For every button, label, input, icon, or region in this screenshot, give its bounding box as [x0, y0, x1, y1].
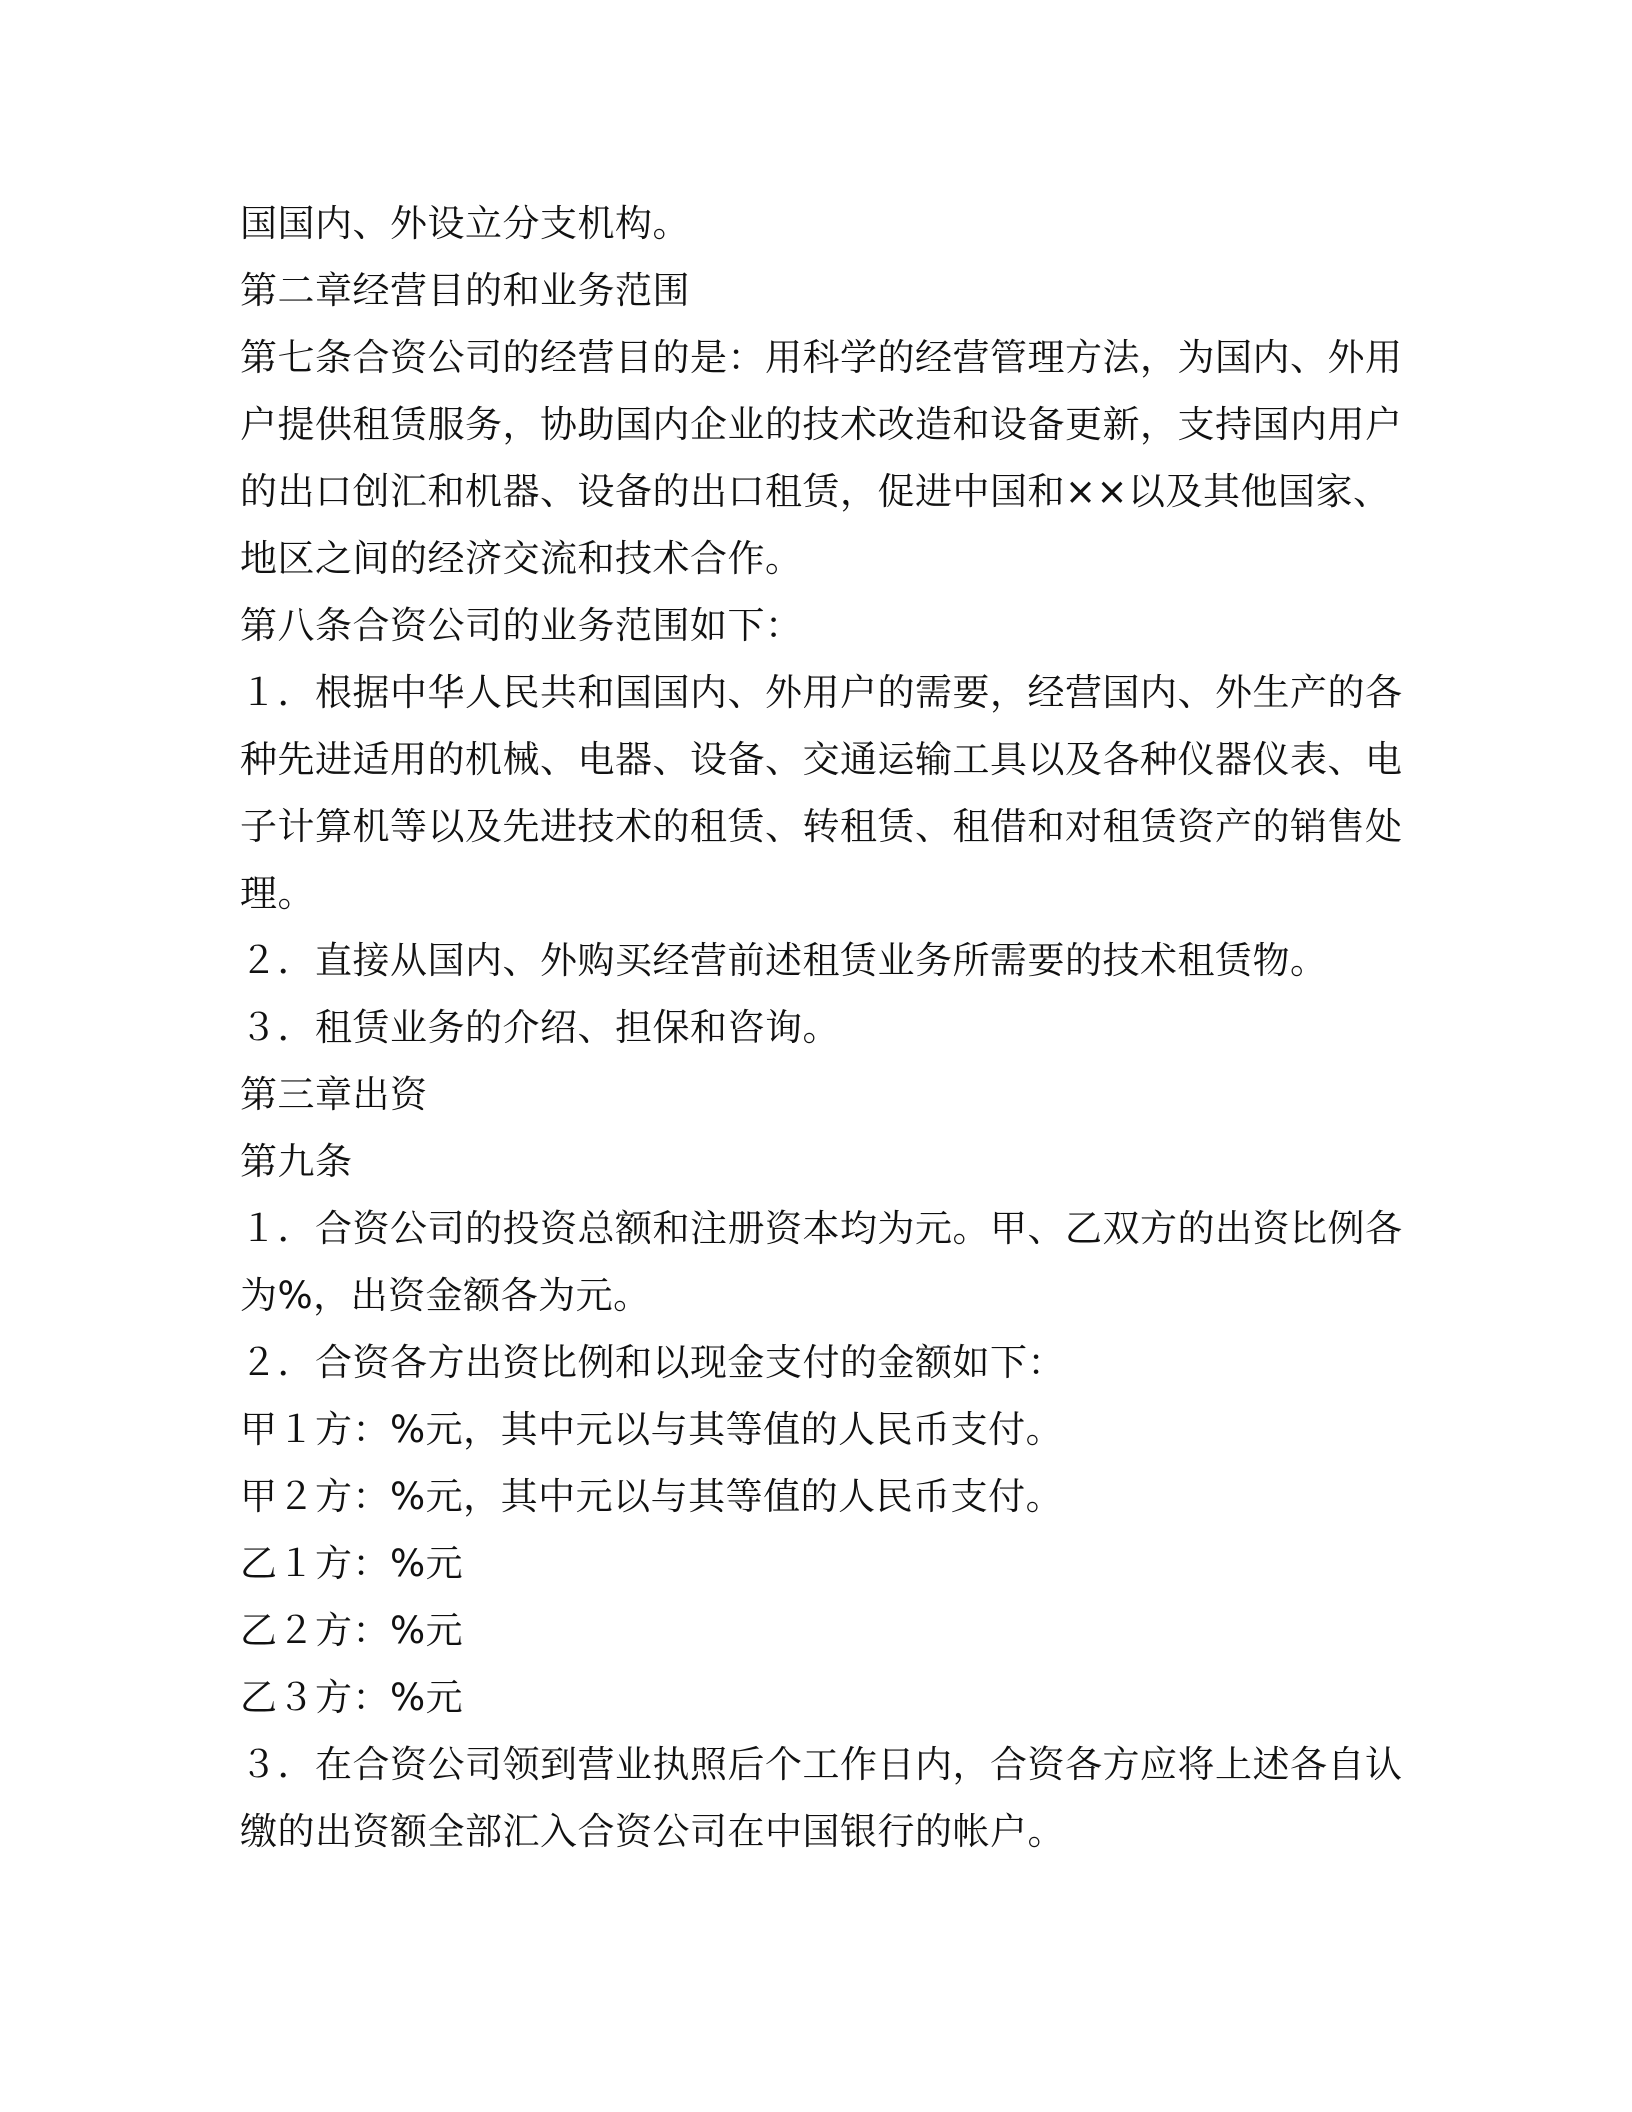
document-body — [240, 190, 1403, 1865]
article-heading: 第九条 — [240, 1140, 353, 1183]
text-line: 为%，出资金额各为元。 — [240, 1274, 651, 1317]
text-line: 户提供租赁服务，协助国内企业的技术改造和设备更新，支持国内用户 — [240, 403, 1403, 446]
text-line: ３．租赁业务的介绍、担保和咨询。 — [240, 1006, 840, 1049]
text-line: １．根据中华人民共和国国内、外用户的需要，经营国内、外生产的各 — [240, 671, 1403, 714]
text-line: 乙１方：%元 — [240, 1542, 464, 1585]
text-line: 缴的出资额全部汇入合资公司在中国银行的帐户。 — [240, 1810, 1065, 1853]
text-line: 第八条合资公司的业务范围如下： — [240, 604, 803, 647]
chapter-heading: 第三章出资 — [240, 1073, 428, 1116]
text-line: 甲１方：%元，其中元以与其等值的人民币支付。 — [240, 1408, 1064, 1451]
text-line: 甲２方：%元，其中元以与其等值的人民币支付。 — [240, 1475, 1064, 1518]
text-line: ２．直接从国内、外购买经营前述租赁业务所需要的技术租赁物。 — [240, 939, 1328, 982]
text-line: 种先进适用的机械、电器、设备、交通运输工具以及各种仪器仪表、电 — [240, 738, 1403, 781]
text-line: 的出口创汇和机器、设备的出口租赁，促进中国和××以及其他国家、 — [240, 470, 1391, 513]
text-line: 国国内、外设立分支机构。 — [240, 202, 690, 245]
text-line: 子计算机等以及先进技术的租赁、转租赁、租借和对租赁资产的销售处 — [240, 805, 1403, 848]
text-line: ２．合资各方出资比例和以现金支付的金额如下： — [240, 1341, 1065, 1384]
text-line: 地区之间的经济交流和技术合作。 — [240, 537, 803, 580]
text-line: １．合资公司的投资总额和注册资本均为元。甲、乙双方的出资比例各 — [240, 1207, 1403, 1250]
text-line: ３．在合资公司领到营业执照后个工作日内，合资各方应将上述各自认 — [240, 1743, 1403, 1786]
text-line: 乙３方：%元 — [240, 1676, 464, 1719]
text-line: 第七条合资公司的经营目的是：用科学的经营管理方法，为国内、外用 — [240, 336, 1403, 379]
text-line: 乙２方：%元 — [240, 1609, 464, 1652]
text-line: 理。 — [240, 872, 315, 915]
chapter-heading: 第二章经营目的和业务范围 — [240, 269, 690, 312]
